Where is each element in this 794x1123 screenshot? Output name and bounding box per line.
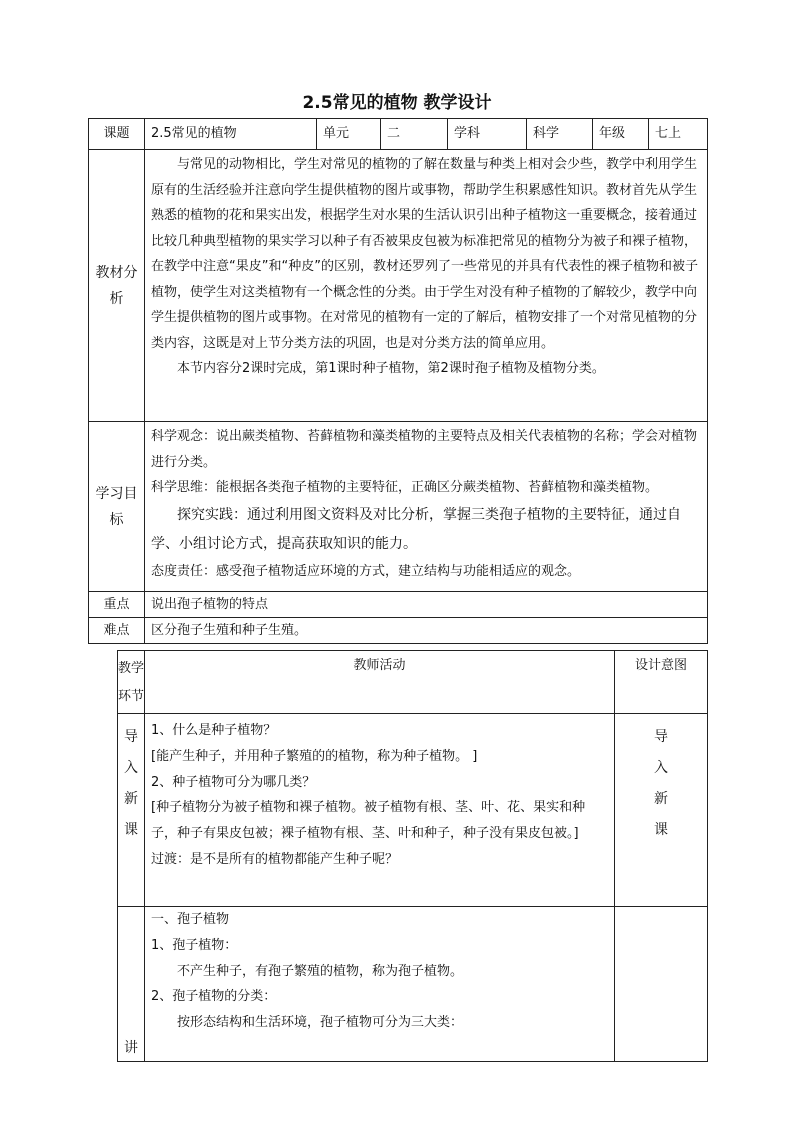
- intro-line: 2、种子植物可分为哪几类？: [151, 774, 316, 790]
- activity-header: 教师活动: [145, 651, 615, 714]
- objectives-row: [89, 422, 708, 592]
- info-row: [89, 119, 708, 150]
- key-point-label: 重点: [89, 592, 145, 618]
- objective-practice: 探究实践：通过利用图文资料及对比分析，掌握三类孢子植物的主要特征，通过自学、小组讨论方式，提高获取知识的能力。: [151, 506, 681, 552]
- lecture-line: 2、孢子植物的分类：: [151, 989, 277, 1005]
- lecture-intent: [615, 907, 708, 1062]
- intro-intent: [615, 714, 708, 907]
- intro-stage-char: 新: [124, 791, 138, 807]
- subject-label: 学科: [448, 119, 527, 150]
- stage-header: [118, 651, 145, 714]
- lecture-stage: 讲: [118, 907, 145, 1062]
- intro-line: 1、什么是种子植物？: [151, 723, 277, 738]
- analysis-summary: 本节内容分2课时完成，第1课时种子植物，第2课时孢子植物及植物分类。: [177, 361, 605, 376]
- intro-stage-char: 课: [124, 822, 138, 838]
- stage-header-text: 教学环节: [118, 661, 145, 704]
- objective-attitude: 态度责任：感受孢子植物适应环境的方式，建立结构与功能相适应的观念。: [151, 563, 581, 579]
- topic-label: 课题: [89, 119, 145, 150]
- objective-concept: 科学观念：说出蕨类植物、苔藓植物和藻类植物的主要特点及相关代表植物的名称；学会对植物进行分类。: [151, 429, 698, 470]
- grade-value: 七上: [649, 119, 708, 150]
- unit-value: 二: [381, 119, 448, 150]
- process-table: [117, 650, 708, 1062]
- subject-value: 科学: [527, 119, 593, 150]
- lecture-line: 1、孢子植物：: [151, 937, 238, 953]
- objectives-label: 学习目标: [89, 422, 145, 592]
- intro-row: [118, 714, 708, 907]
- lecture-line: 按形态结构和生活环境，孢子植物可分为三大类：: [177, 1015, 464, 1031]
- document-title: 2.5常见的植物 教学设计: [302, 93, 492, 113]
- intent-header: 设计意图: [615, 651, 708, 714]
- intro-line: [能产生种子，并用种子繁殖的的植物，称为种子植物。 ]: [151, 748, 478, 764]
- analysis-label: 教材分析: [89, 150, 145, 422]
- lecture-activity: [145, 907, 615, 1062]
- difficulty-value: 区分孢子生殖和种子生殖。: [145, 618, 708, 644]
- info-table: [88, 118, 708, 644]
- intro-stage-char: 导: [124, 729, 138, 745]
- intro-intent-char: 课: [654, 822, 668, 838]
- lecture-row: [118, 907, 708, 1062]
- difficulty-label: 难点: [89, 618, 145, 644]
- intro-intent-char: 新: [654, 791, 668, 807]
- intro-activity: [145, 714, 615, 907]
- analysis-row: [89, 150, 708, 422]
- analysis-paragraph: 与常见的动物相比，学生对常见的植物的了解在数量与种类上相对会少些，教学中利用学生原有的生活经验并注意向学生提供植物的图片或事物，帮助学生积累感性知识。教材首先从学生熟悉的植物的花和果实出发，根据学生对水果的生活认识引出种子植物这一重要概念，接着通过比较几种典型植物的果实学习以种子有否被果皮包被为标准把常见的植物分为被子和裸子植物，在教学中注意“果皮”和“种皮”的区别，教材还罗列了一些常见的并具有代表性的裸子植物和被子植物，使学生对这类植物有一个概念性的分类。由于学生对没有种子植物的了解较少，教学中向学生提供植物的图片或事物。在对常见的植物有一定的了解后，植物安排了一个对常见植物的分类内容，这既是对上节分类方法的巩固，也是对分类方法的简单应用。: [151, 157, 698, 351]
- difficulty-row: [89, 618, 708, 644]
- process-header-row: [118, 651, 708, 714]
- intro-intent-char: 导: [654, 729, 668, 745]
- intro-stage: [118, 714, 145, 907]
- grade-label: 年级: [593, 119, 649, 150]
- lecture-line: 不产生种子，有孢子繁殖的植物，称为孢子植物。: [177, 963, 464, 979]
- intro-stage-char: 入: [124, 760, 138, 776]
- topic-value: 2.5常见的植物: [145, 119, 317, 150]
- key-point-value: 说出孢子植物的特点: [145, 592, 708, 618]
- objective-thinking: 科学思维：能根据各类孢子植物的主要特征，正确区分蕨类植物、苔藓植物和藻类植物。: [151, 480, 659, 495]
- unit-label: 单元: [317, 119, 381, 150]
- intro-intent-char: 入: [654, 760, 668, 776]
- lecture-line: 一、孢子植物: [151, 912, 230, 927]
- key-point-row: [89, 592, 708, 618]
- intro-line: [种子植物分为被子植物和裸子植物。被子植物有根、茎、叶、花、果实和种子，种子有果皮包被；裸子植物有根、茎、叶和种子，种子没有果皮包被。]: [151, 800, 586, 842]
- intro-line: 过渡：是不是所有的植物都能产生种子呢？: [151, 851, 399, 867]
